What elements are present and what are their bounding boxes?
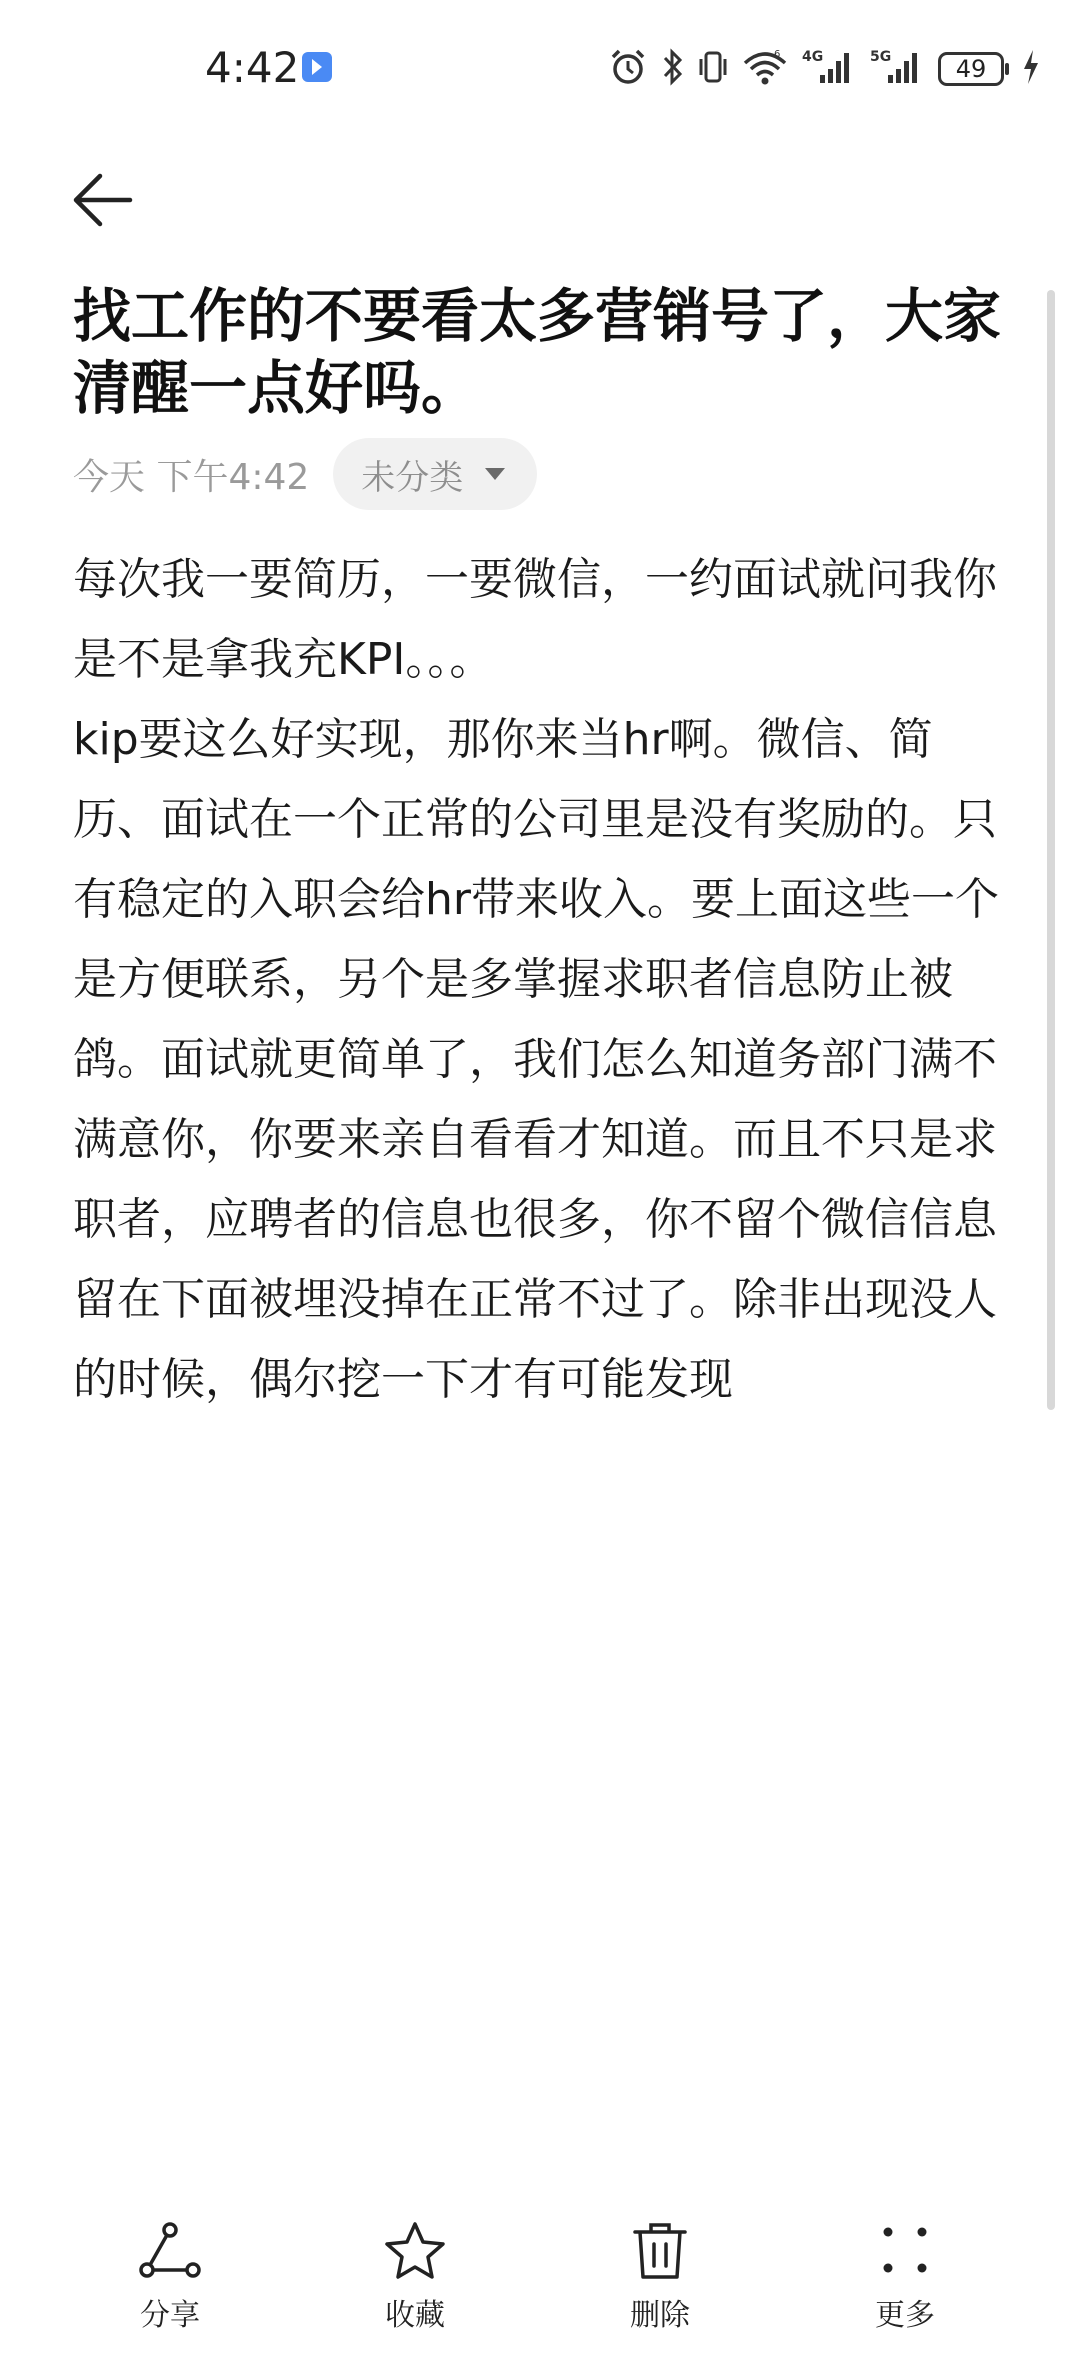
dropdown-arrow-icon bbox=[485, 468, 505, 480]
svg-text:6: 6 bbox=[774, 49, 781, 60]
alarm-icon bbox=[608, 47, 648, 91]
delete-button[interactable] bbox=[580, 2220, 740, 2370]
vibrate-icon bbox=[698, 47, 728, 91]
more-dots-icon bbox=[872, 2220, 938, 2282]
more-button[interactable] bbox=[825, 2220, 985, 2370]
delete-label: 删除 bbox=[630, 2298, 690, 2333]
back-button[interactable] bbox=[70, 170, 150, 240]
status-bar bbox=[0, 0, 1080, 140]
battery-icon: 49 bbox=[938, 52, 1004, 86]
scrollbar[interactable] bbox=[1047, 290, 1055, 1410]
back-arrow-icon bbox=[70, 170, 134, 230]
note-date: 今天 下午4:42 bbox=[73, 456, 310, 498]
svg-text:4G: 4G bbox=[802, 49, 824, 65]
status-icons bbox=[608, 44, 1040, 94]
note-meta bbox=[73, 438, 537, 510]
category-label: 未分类 bbox=[361, 457, 464, 498]
charging-icon bbox=[1022, 47, 1040, 91]
note-title[interactable]: 找工作的不要看太多营销号了，大家清醒一点好吗。 bbox=[73, 282, 1002, 422]
share-button[interactable] bbox=[90, 2220, 250, 2370]
more-label: 更多 bbox=[875, 2298, 935, 2333]
bottom-toolbar bbox=[0, 2200, 1080, 2376]
signal-5g-icon bbox=[870, 47, 924, 91]
app-notification-icon bbox=[302, 52, 332, 82]
favorite-label: 收藏 bbox=[385, 2298, 445, 2333]
share-label: 分享 bbox=[140, 2298, 200, 2333]
star-icon bbox=[382, 2220, 448, 2282]
share-icon bbox=[137, 2220, 203, 2282]
wifi-icon bbox=[742, 47, 788, 91]
status-time: 4:42 bbox=[205, 43, 300, 92]
svg-text:5G: 5G bbox=[870, 49, 892, 65]
favorite-button[interactable] bbox=[335, 2220, 495, 2370]
category-dropdown[interactable] bbox=[333, 438, 537, 510]
bluetooth-icon bbox=[662, 47, 684, 91]
note-body[interactable]: 每次我一要简历，一要微信，一约面试就问我你是不是拿我充KPI。。。 kip要这么好实现，那你来当hr啊。微信、简历、面试在一个正常的公司里是没有奖励的。只有稳定的入职会给hr带来收入。要上面这些一个是方便联系，另个是多掌握求职者信息防止被鸽。面试就更简单了，我们怎么知道务部门满不满意你，你要来亲自看看才知道。而且不只是求职者，应聘者的信息也很多，你不留个微信信息留在下面被埋没掉在正常不过了。除非出现没人的时候，偶尔挖一下才有可能发现 bbox=[73, 554, 999, 1405]
signal-4g-icon bbox=[802, 47, 856, 91]
trash-icon bbox=[627, 2220, 693, 2282]
